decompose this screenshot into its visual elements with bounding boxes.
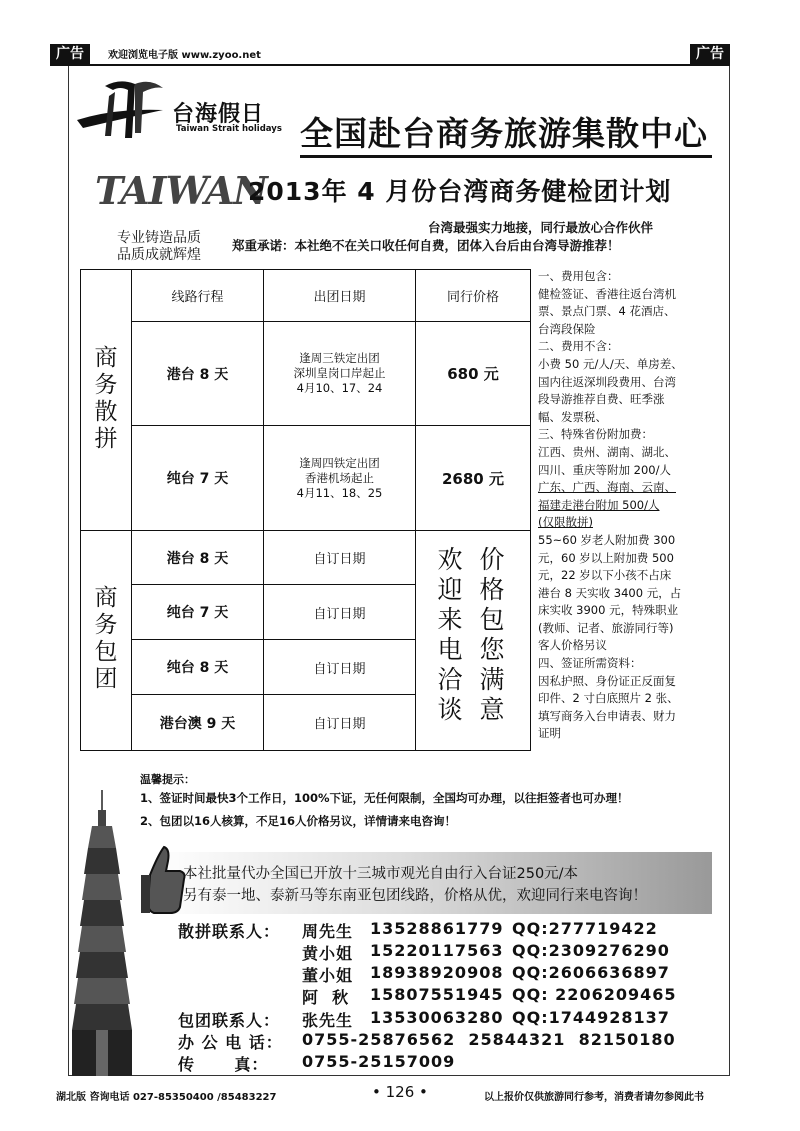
note-line: 港台 8 天实收 3400 元，占 <box>538 585 682 600</box>
note-line: 票、景点门票、4 花酒店、 <box>538 304 676 319</box>
call-text-right: 价 格 包 您 满 意 <box>479 545 505 724</box>
taihai-logo-icon <box>75 78 165 143</box>
note-line: (仅限散拼) <box>538 515 593 530</box>
center-title: 全国赴台商务旅游集散中心 <box>300 114 708 153</box>
header-price: 同行价格 <box>446 290 499 305</box>
date-cell: 自订日期 <box>313 717 366 732</box>
taiwan-script-logo: TAIWAN <box>95 168 267 213</box>
note-line: 证明 <box>538 726 561 741</box>
note-line: 四川、重庆等附加 200/人 <box>538 462 671 477</box>
note-line: 四、签证所需资料： <box>538 656 642 671</box>
slogan-line-1: 专业铸造品质 <box>117 230 201 246</box>
contact-name: 周先生 <box>302 922 354 941</box>
contact-name: 董小姐 <box>302 966 354 985</box>
tour-table <box>80 269 531 751</box>
footer-hotline: 湖北版 咨询电话 027-85350400 /85483227 <box>56 1092 277 1103</box>
note-line: 因私护照、身份证正反面复 <box>538 673 676 688</box>
contact-phone: 13530063280 <box>370 1008 504 1027</box>
group-label-scatter: 商 务 散 拼 <box>94 345 118 452</box>
contact-phone: 15807551945 <box>370 985 504 1004</box>
note-line: 元，60 岁以上附加费 500 <box>538 550 674 565</box>
plan-title: 2013年 4 月份台湾商务健检团计划 <box>248 177 672 206</box>
contact-name: 阿 秋 <box>302 988 350 1007</box>
contact-phone: 18938920908 <box>370 963 504 982</box>
contact-phone: 15220117563 <box>370 941 504 960</box>
fax-number: 0755-25157009 <box>302 1052 456 1071</box>
promise-text: 郑重承诺：本社绝不在关口收任何自费，团体入台后由台湾导游推荐！ <box>232 238 620 253</box>
date-cell: 自订日期 <box>313 552 366 567</box>
route-cell: 港台 8 天 <box>166 366 229 383</box>
tips-title: 温馨提示： <box>140 773 195 786</box>
office-phone-label: 办 公 电 话： <box>178 1033 283 1052</box>
brand-name-en: Taiwan Strait holidays <box>176 124 282 134</box>
tagline: 台湾最强实力地接，同行最放心合作伙伴 <box>428 220 654 235</box>
note-line: 段导游推荐自费、旺季涨 <box>538 392 665 407</box>
date-line: 深圳皇岗口岸起止 <box>293 366 386 380</box>
date-line: 逢周三铁定出团 <box>299 351 380 365</box>
date-cell: 自订日期 <box>313 661 366 677</box>
fax-label: 传 真： <box>178 1055 269 1074</box>
header-date: 出团日期 <box>313 290 366 305</box>
contact-qq: QQ:1744928137 <box>512 1008 670 1027</box>
price-cell: 680 元 <box>447 365 499 383</box>
promo-line-1: 本社批量代办全国已开放十三城市观光自由行入台证250元/本 <box>183 866 579 882</box>
price-cell: 2680 元 <box>442 469 504 488</box>
contact-qq: QQ:2309276290 <box>512 941 670 960</box>
contact-phone: 13528861779 <box>370 919 504 938</box>
note-line: 客人价格另议 <box>538 638 607 653</box>
note-line: 二、费用不含： <box>538 339 619 354</box>
route-cell: 纯台 8 天 <box>166 660 229 676</box>
contact-qq: QQ:277719422 <box>512 919 658 938</box>
note-line: 一、费用包含： <box>538 269 619 283</box>
note-line: 填写商务入台申请表、财力 <box>538 708 676 723</box>
note-line: 小费 50 元/人/天、单房差、 <box>538 356 683 371</box>
site-url-text: 欢迎浏览电子版 www.zyoo.net <box>108 50 261 61</box>
note-line: 江西、贵州、湖南、湖北、 <box>538 444 676 459</box>
thumbs-up-icon <box>140 845 186 917</box>
contact-name: 张先生 <box>302 1011 354 1030</box>
group-label-charter: 商 务 包 团 <box>94 585 118 692</box>
note-line: 55~60 岁老人附加费 300 <box>538 532 676 547</box>
header-route: 线路行程 <box>171 290 224 305</box>
note-line: 幅、发票税、 <box>538 409 607 424</box>
promo-line-2: 另有泰一地、泰新马等东南亚包团线路，价格从优，欢迎同行来电咨询！ <box>183 888 647 904</box>
brand-name-cn: 台海假日 <box>172 102 265 127</box>
date-line: 4月11、18、25 <box>296 485 383 500</box>
route-cell: 纯台 7 天 <box>166 471 229 487</box>
note-line: 健检签证、香港往返台湾机 <box>538 286 676 301</box>
footer-disclaimer: 以上报价仅供旅游同行参考，消费者请勿参阅此书 <box>484 1092 704 1103</box>
route-cell: 港台 8 天 <box>166 550 229 567</box>
note-line: 国内往返深圳段费用、台湾 <box>538 374 676 389</box>
slogan-line-2: 品质成就辉煌 <box>117 247 201 263</box>
note-line: (教师、记者、旅游同行等) <box>538 620 674 635</box>
taipei-101-tower-icon <box>66 790 138 1076</box>
page-number: • 126 • <box>372 1083 428 1101</box>
note-line: 福建走港台附加 500/人 <box>538 497 660 512</box>
date-line: 香港机场起止 <box>305 470 374 485</box>
route-cell: 港台澳 9 天 <box>159 715 236 732</box>
scatter-contact-label: 散拼联系人： <box>178 922 281 941</box>
date-cell <box>264 426 415 530</box>
note-line: 印件、2 寸白底照片 2 张、 <box>538 691 679 706</box>
note-line: 床实收 3900 元，特殊职业 <box>538 603 679 618</box>
date-line: 4月10、17、24 <box>296 381 383 395</box>
contact-name: 黄小姐 <box>302 944 354 963</box>
fee-notes <box>538 268 708 743</box>
date-cell <box>264 322 415 425</box>
route-cell: 纯台 7 天 <box>166 605 229 621</box>
contact-qq: QQ:2606636897 <box>512 963 670 982</box>
charter-contact-label: 包团联系人： <box>178 1011 281 1030</box>
ad-label-right: 广告 <box>690 44 730 65</box>
title-rule <box>300 155 712 158</box>
tip-item-2: 2、包团以16人核算，不足16人价格另议，详情请来电咨询！ <box>140 814 457 828</box>
note-line: 三、特殊省份附加费： <box>538 427 653 442</box>
ad-label-left: 广告 <box>50 44 90 65</box>
note-line: 元，22 岁以下小孩不占床 <box>538 568 672 583</box>
contact-qq: QQ: 2206209465 <box>512 985 677 1004</box>
office-phones: 0755-25876562 25844321 82150180 <box>302 1030 676 1049</box>
note-line: 广东、广西、海南、云南、 <box>538 480 676 495</box>
date-cell: 自订日期 <box>313 606 366 622</box>
date-line: 逢周四铁定出团 <box>299 455 380 470</box>
tip-item-1: 1、签证时间最快3个工作日，100%下证，无任何限制，全国均可办理，以往拒签者也可办理！ <box>140 791 629 805</box>
call-text-left: 欢 迎 来 电 洽 谈 <box>437 545 463 724</box>
note-line: 台湾段保险 <box>538 321 596 336</box>
